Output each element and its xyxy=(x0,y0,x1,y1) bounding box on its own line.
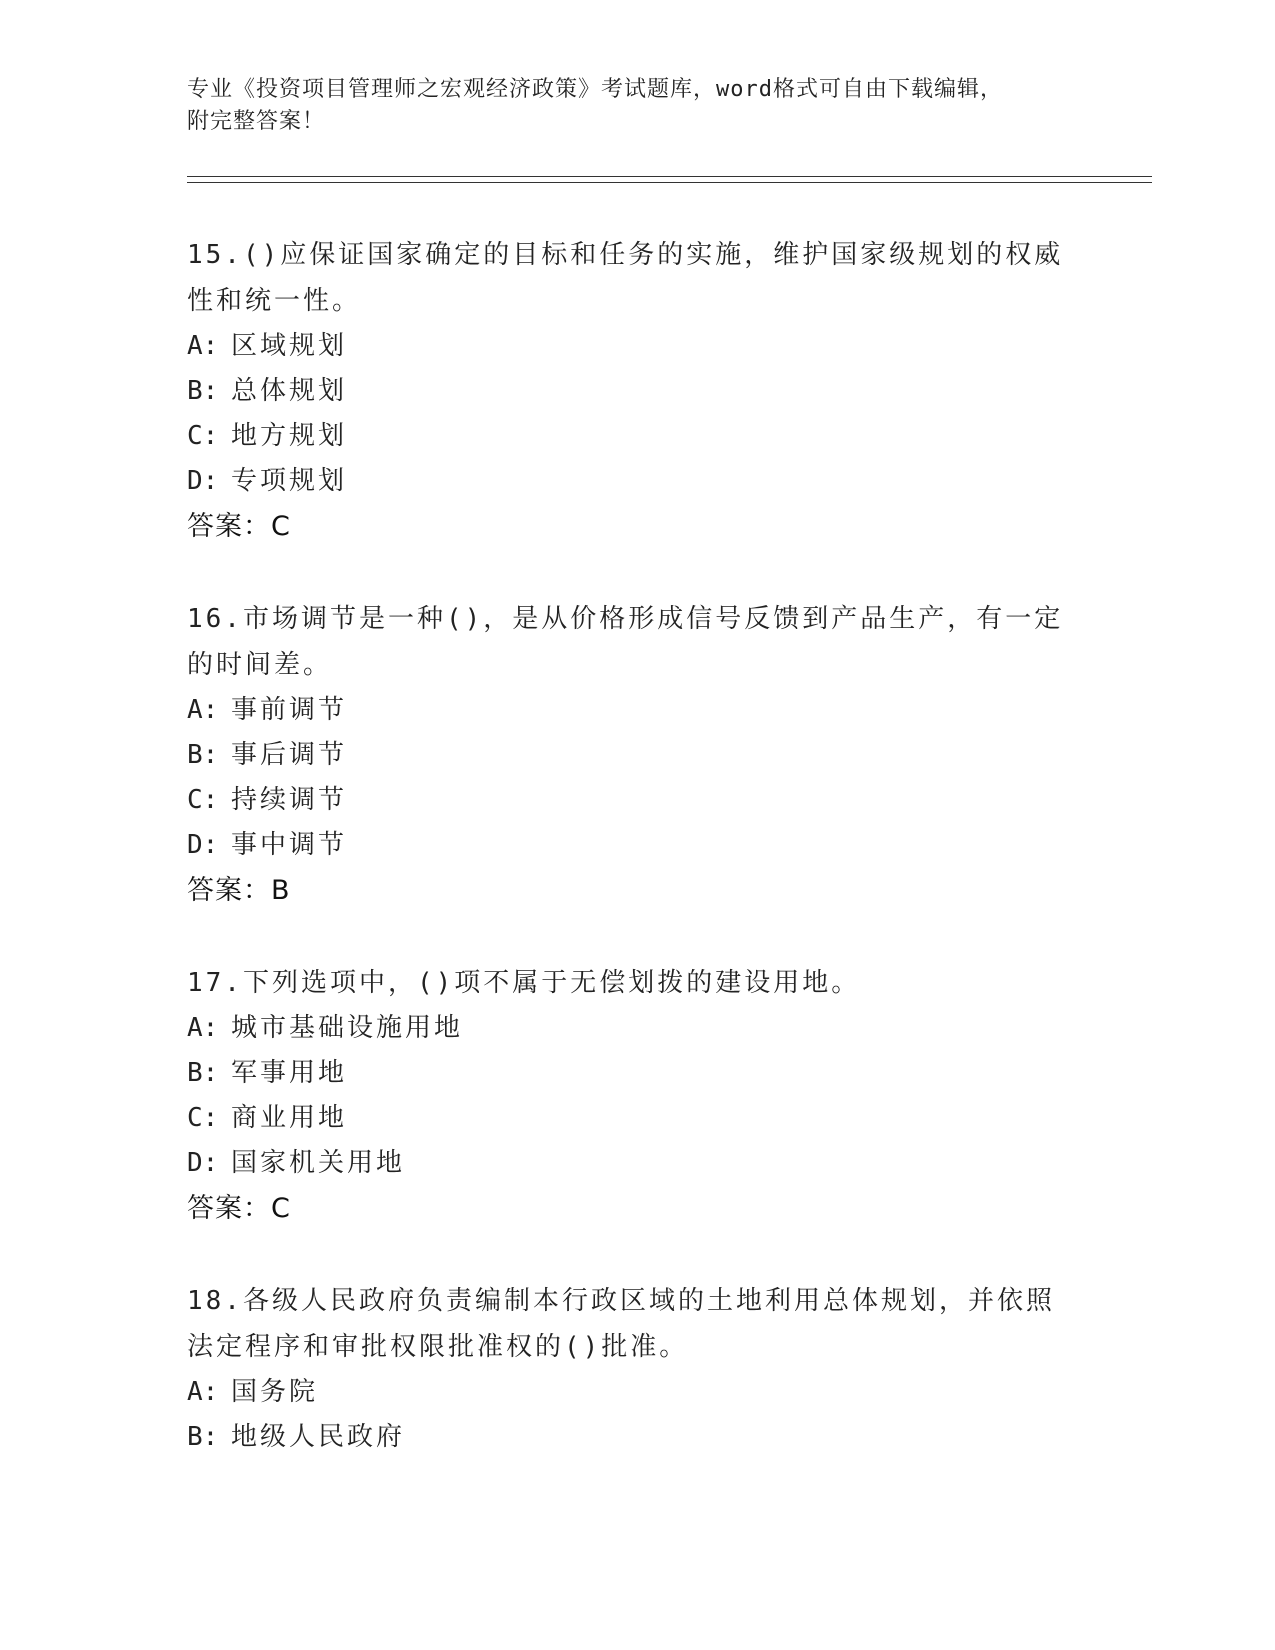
answer-line: 答案：C xyxy=(187,1193,291,1224)
option-key: D: xyxy=(187,466,219,496)
option-text: 事中调节 xyxy=(231,830,348,860)
option-c xyxy=(187,778,1067,823)
option-key: D: xyxy=(187,830,219,860)
option-key: A: xyxy=(187,331,219,361)
question-18 xyxy=(187,1278,1067,1460)
question-stem: 15.()应保证国家确定的目标和任务的实施，维护国家级规划的权威性和统一性。 xyxy=(187,240,1064,316)
option-key: D: xyxy=(187,1148,219,1178)
option-b xyxy=(187,1415,1067,1460)
option-text: 商业用地 xyxy=(231,1103,348,1133)
option-key: A: xyxy=(187,1013,219,1043)
option-key: B: xyxy=(187,740,219,770)
question-16 xyxy=(187,596,1067,914)
header-line-2: 附完整答案！ xyxy=(187,109,326,134)
option-d xyxy=(187,823,1067,868)
option-key: B: xyxy=(187,1422,219,1452)
option-a xyxy=(187,1370,1067,1415)
option-c xyxy=(187,414,1067,459)
option-d xyxy=(187,1141,1067,1186)
question-15 xyxy=(187,232,1067,550)
option-text: 地方规划 xyxy=(231,421,348,451)
header-divider-bottom xyxy=(187,182,1152,183)
option-b xyxy=(187,1051,1067,1096)
option-a xyxy=(187,1006,1067,1051)
answer-line: 答案：C xyxy=(187,511,291,542)
question-stem: 17.下列选项中，()项不属于无偿划拨的建设用地。 xyxy=(187,968,861,998)
question-17 xyxy=(187,960,1067,1232)
option-text: 持续调节 xyxy=(231,785,348,815)
option-b xyxy=(187,369,1067,414)
option-key: C: xyxy=(187,785,219,815)
option-key: B: xyxy=(187,376,219,406)
option-text: 地级人民政府 xyxy=(231,1422,406,1452)
document-header xyxy=(187,74,1067,138)
option-b xyxy=(187,733,1067,778)
option-key: B: xyxy=(187,1058,219,1088)
option-text: 专项规划 xyxy=(231,466,348,496)
question-stem: 18.各级人民政府负责编制本行政区域的土地利用总体规划，并依照法定程序和审批权限批准权的()批准。 xyxy=(187,1286,1055,1362)
option-d xyxy=(187,459,1067,504)
option-text: 国务院 xyxy=(231,1377,319,1407)
answer-line: 答案：B xyxy=(187,875,291,906)
option-key: C: xyxy=(187,421,219,451)
question-stem: 16.市场调节是一种()，是从价格形成信号反馈到产品生产，有一定的时间差。 xyxy=(187,604,1064,680)
option-key: A: xyxy=(187,695,219,725)
option-c xyxy=(187,1096,1067,1141)
header-divider-top xyxy=(187,176,1152,177)
option-text: 城市基础设施用地 xyxy=(231,1013,464,1043)
option-key: A: xyxy=(187,1377,219,1407)
option-text: 区域规划 xyxy=(231,331,348,361)
option-text: 事前调节 xyxy=(231,695,348,725)
header-line-1: 专业《投资项目管理师之宏观经济政策》考试题库，word格式可自由下载编辑， xyxy=(187,77,1003,102)
option-a xyxy=(187,688,1067,733)
option-key: C: xyxy=(187,1103,219,1133)
option-text: 总体规划 xyxy=(231,376,348,406)
option-a xyxy=(187,324,1067,369)
option-text: 军事用地 xyxy=(231,1058,348,1088)
option-text: 国家机关用地 xyxy=(231,1148,406,1178)
option-text: 事后调节 xyxy=(231,740,348,770)
